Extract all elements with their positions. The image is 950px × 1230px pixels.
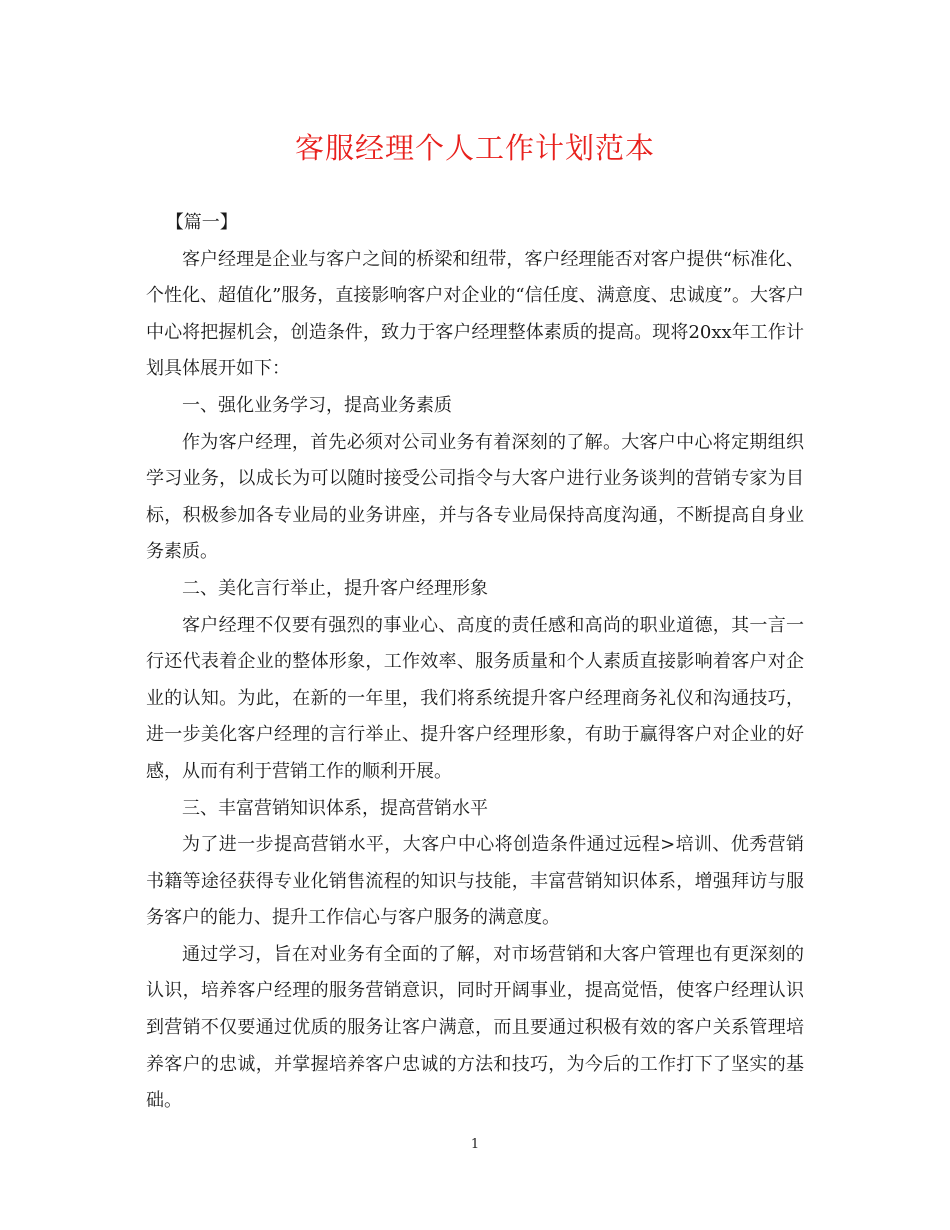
- heading-3: 三、丰富营销知识体系，提高营销水平: [182, 797, 488, 819]
- paragraph-2: 客户经理不仅要有强烈的事业心、高度的责任感和高尚的职业道德，其一言一行还代表着企业的整体形象，工作效率、服务质量和个人素质直接影响着客户对企业的认知。为此，在新的一年里，我们将系统提升客户经理商务礼仪和沟通技巧，进一步美化客户经理的言行举止、提升客户经理形象，有助于赢得客户对企业的好感，从而有利于营销工作的顺利开展。: [146, 614, 804, 782]
- paragraph-4: 通过学习，旨在对业务有全面的了解，对市场营销和大客户管理也有更深刻的认识，培养客户经理的服务营销意识，同时开阔事业，提高觉悟，使客户经理认识到营销不仅要通过优质的服务让客户满意，而且要通过积极有效的客户关系管理培养客户的忠诚，并掌握培养客户忠诚的方法和技巧，为今后的工作打下了坚实的基础。: [146, 943, 804, 1112]
- heading-1: 一、强化业务学习，提高业务素质: [182, 394, 452, 416]
- paragraph-1: 作为客户经理，首先必须对公司业务有着深刻的了解。大客户中心将定期组织学习业务，以成长为可以随时接受公司指令与大客户进行业务谈判的营销专家为目标，积极参加各专业局的业务讲座，并与各专业局保持高度沟通，不断提高自身业务素质。: [146, 431, 804, 563]
- paragraph-3: 为了进一步提高营销水平，大客户中心将创造条件通过远程>培训、优秀营销书籍等途径获得专业化销售流程的知识与技能，丰富营销知识体系，增强拜访与服务客户的能力、提升工作信心与客户服务的满意度。: [146, 834, 804, 929]
- page-number: 1: [470, 1137, 480, 1152]
- heading-2: 二、美化言行举止，提升客户经理形象: [182, 577, 488, 599]
- document-title: 客服经理个人工作计划范本: [294, 131, 655, 165]
- document-body: [146, 205, 804, 1120]
- paragraph-intro: 客户经理是企业与客户之间的桥梁和纽带，客户经理能否对客户提供“标准化、个性化、超值化”服务，直接影响客户对企业的“信任度、满意度、忠诚度”。大客户中心将把握机会，创造条件，致力于客户经理整体素质的提高。现将20xx年工作计划具体展开如下：: [146, 248, 804, 380]
- section-label: 【篇一】: [165, 212, 238, 233]
